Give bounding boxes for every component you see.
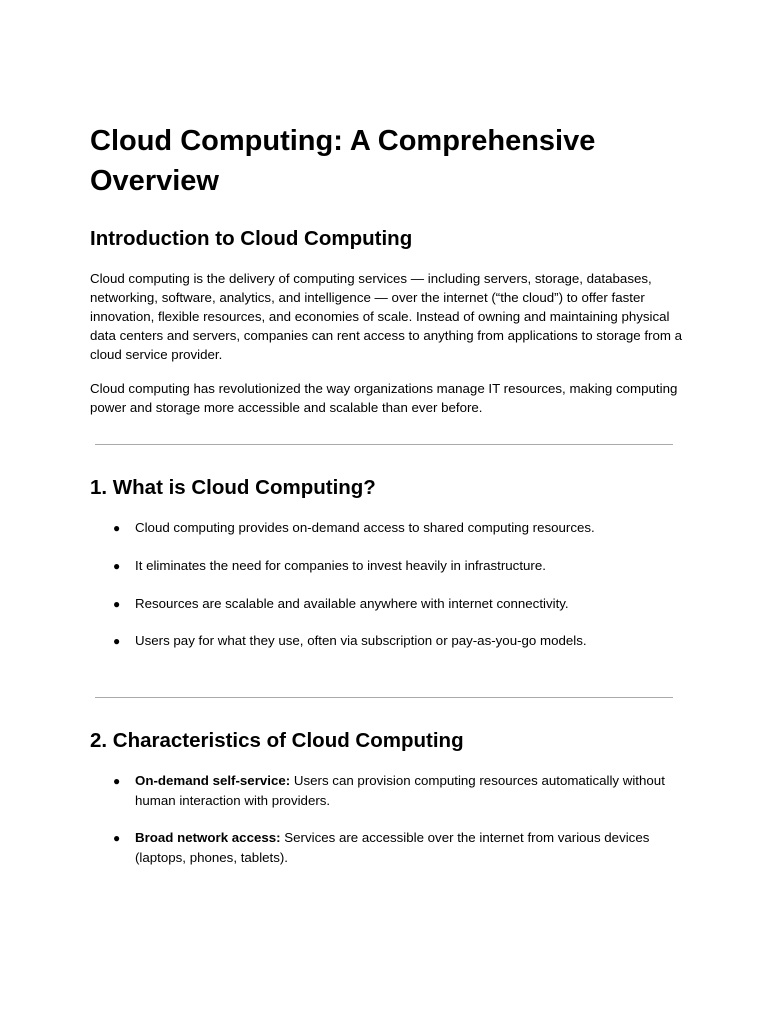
list-item-text: Resources are scalable and available anywhere with internet connectivity.	[135, 596, 569, 611]
list-item-term: Broad network access:	[135, 830, 281, 845]
list-item-term: On-demand self-service:	[135, 773, 291, 788]
list-item-description: Users can provision computing resources automatically without human interaction with providers.	[135, 773, 665, 808]
list-item-description: Services are accessible over the internet from various devices (laptops, phones, tablets).	[135, 830, 650, 865]
intro-paragraph-2: Cloud computing has revolutionized the way organizations manage IT resources, making computing power and storage more accessible and scalable than ever before.	[90, 381, 678, 415]
bullet-icon: ●	[113, 559, 121, 573]
bullet-icon: ●	[113, 634, 121, 648]
section-2-heading: 2. Characteristics of Cloud Computing	[90, 729, 464, 752]
section-1-heading: 1. What is Cloud Computing?	[90, 476, 376, 499]
intro-heading: Introduction to Cloud Computing	[90, 227, 413, 250]
intro-paragraph-1: Cloud computing is the delivery of computing services — including servers, storage, databases, networking, software, analytics, and intelligence — over the internet (“the cloud”) to offer faster innovation, flexible resources, and economies of scale. Instead of owning and maintaining physical data centers and servers, companies can rent access to anything from applications to storage from a cloud service provider.	[90, 271, 683, 362]
bullet-icon: ●	[113, 521, 121, 535]
list-item-text	[135, 828, 680, 868]
list-item-text: Users pay for what they use, often via subscription or pay-as-you-go models.	[135, 633, 587, 648]
list-item-text: It eliminates the need for companies to invest heavily in infrastructure.	[135, 558, 546, 573]
bullet-icon: ●	[113, 774, 121, 788]
bullet-icon: ●	[113, 831, 121, 845]
document-title: Cloud Computing: A Comprehensive Overview	[90, 125, 596, 197]
bullet-icon: ●	[113, 597, 121, 611]
section-divider	[95, 697, 673, 698]
section-divider	[95, 444, 673, 445]
list-item-text	[135, 771, 680, 811]
list-item-text: Cloud computing provides on-demand access to shared computing resources.	[135, 520, 595, 535]
